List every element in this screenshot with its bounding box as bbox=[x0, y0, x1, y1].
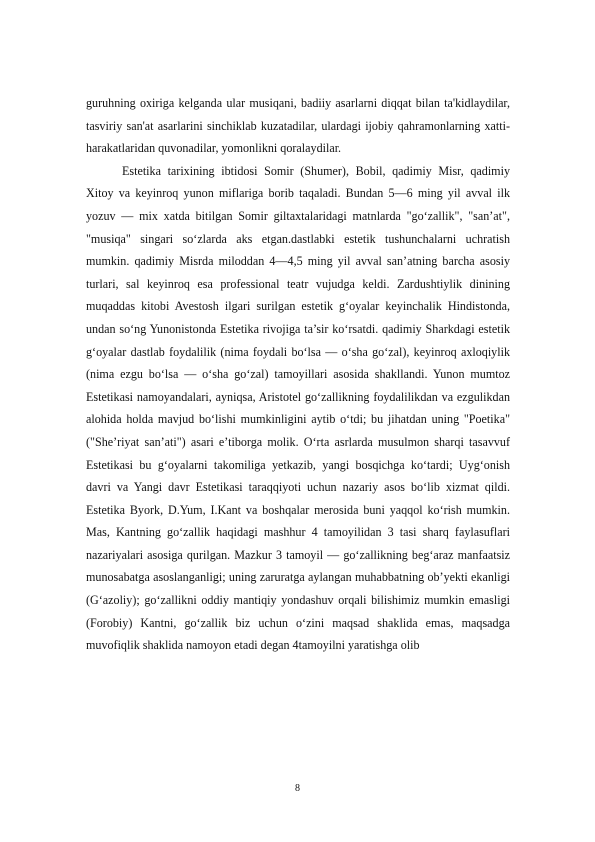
paragraph-continuation: guruhning oxiriga kelganda ular musiqani, badiiy asarlarni diqqat bilan ta'kidlaydilar, tasviriy san'at asarlarini sinchiklab kuzatadilar, ulardagi ijobiy qahramonlarning xatti-harakatlaridan quvonadilar, yomonlikni qoralaydilar. bbox=[86, 96, 510, 156]
page-number: 8 bbox=[295, 783, 300, 794]
paragraph-estetika-history: Estetika tarixining ibtidosi Somir (Shumer), Bobil, qadimiy Misr, qadimiy Xitoy va keyinroq yunon miflariga borib taqaladi. Bundan 5—6 ming yil avval ilk yozuv — mix xatda bitilgan Somir giltaxtalaridagi matnlarda "go‘zallik", "san’at", "musiqa" singari so‘zlarda aks etgan.dastlabki estetik tushunchalarni uchratish mumkin. qadimiy Misrda miloddan 4—4,5 ming yil avval san’atning barcha asosiy turlari, sal keyinroq esa professional teatr vujudga keldi. Zardushtiylik dinining muqaddas kitobi Avestosh ilgari surilgan estetik g‘oyalar keyinchalik Hindistonda, undan so‘ng Yunonistonda Estetika rivojiga ta’sir ko‘rsatdi. qadimiy Sharkdagi estetik g‘oyalar dastlab foydalilik (nima foydali bo‘lsa — o‘sha go‘zal), keyinroq axloqiylik (nima ezgu bo‘lsa — o‘sha go‘zal) tamoyillari asosida shakllandi. Yunon mumtoz Estetikasi namoyandalari, ayniqsa, Aristotel go‘zallikning foydalilikdan va ezgulikdan alohida holda mavjud bo‘lishi mumkinligini aytib o‘tdi; bu jihatdan uning "Poetika" ("She’riyat san’ati") asari e’tiborga molik. O‘rta asrlarda musulmon sharqi tasavvuf Estetikasi bu g‘oyalarni takomiliga yetkazib, yangi bosqichga ko‘tardi; Uyg‘onish davri va Yangi davr Estetikasi taraqqiyoti uchun nazariy asos bo‘lib xizmat qildi. Estetika Byork, D.Yum, I.Kant va boshqalar merosida buni yaqqol ko‘rish mumkin. Mas, Kantning go‘zallik haqidagi mashhur 4 tamoyilidan 3 tasi sharq faylasuflari nazariyalari asosiga qurilgan. Mazkur 3 tamoyil — go‘zallikning beg‘araz manfaatsiz munosabatga asoslanganligi; uning zaruratga aylangan muhabbatning ob’yekti ekanligi (G‘azoliy); go‘zallikni oddiy mantiqiy yondashuv orqali bilishimiz mumkin emasligi (Forobiy) Kantni, go‘zallik biz uchun o‘zini maqsad shaklida emas, maqsadga muvofiqlik shaklida namoyon etadi degan 4tamoyilni yaratishga olib bbox=[86, 163, 510, 653]
body-text bbox=[86, 92, 510, 657]
